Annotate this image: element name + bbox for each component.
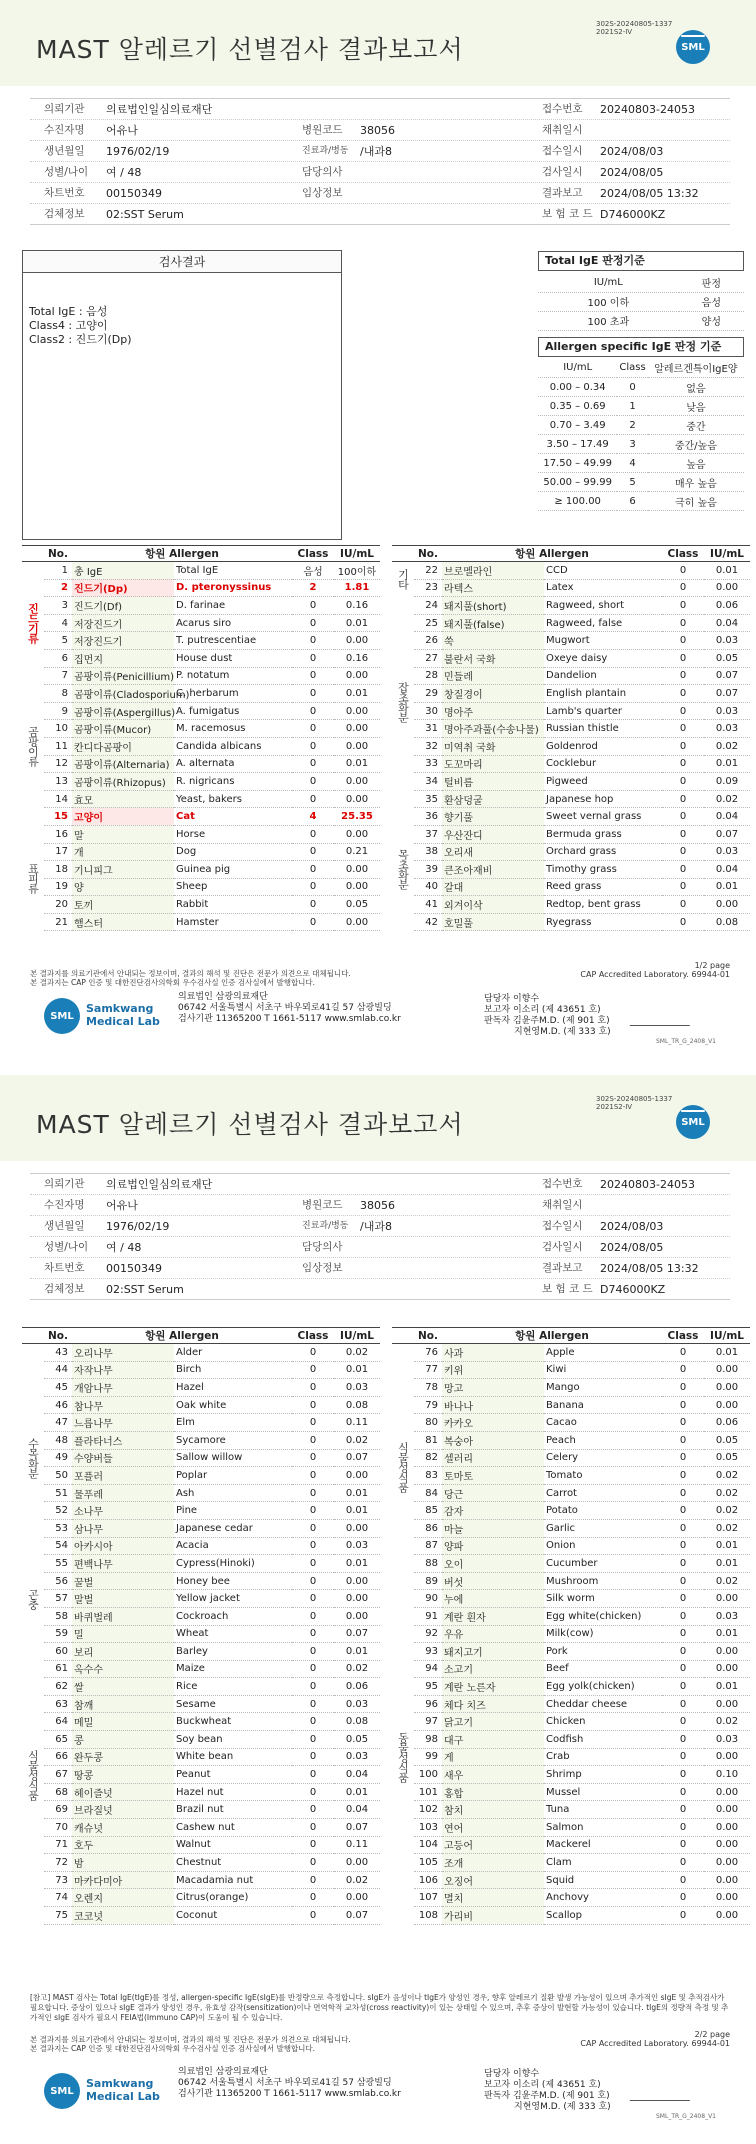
table-row: 82 셀러리 Celery 0 0.05 bbox=[392, 1449, 750, 1467]
table-row: 91 계란 흰자 Egg white(chicken) 0 0.03 bbox=[392, 1607, 750, 1625]
result-line: Class4 : 고양이 bbox=[29, 319, 108, 332]
criteria-row: 50.00 – 99.99 5 매우 높음 bbox=[538, 473, 744, 492]
table-row: 98 대구 Codfish 0 0.03 bbox=[392, 1731, 750, 1749]
table-row: 51 물푸레 Ash 0 0.01 bbox=[22, 1484, 380, 1502]
table-row: 4 저장진드기 Acarus siro 0 0.01 bbox=[22, 614, 380, 632]
sml-footer-logo: SML bbox=[44, 2073, 80, 2109]
table-row: 52 소나무 Pine 0 0.01 bbox=[22, 1502, 380, 1520]
table-row: 94 소고기 Beef 0 0.00 bbox=[392, 1660, 750, 1678]
table-row: 60 보리 Barley 0 0.01 bbox=[22, 1643, 380, 1661]
table-row: 목초화분 36 향기풀 Sweet vernal grass 0 0.04 bbox=[392, 808, 750, 826]
table-row: 기타 22 브로멜라인 CCD 0 0.01 bbox=[392, 562, 750, 580]
table-header: No. 항원 Allergen Class IU/mL bbox=[22, 546, 380, 562]
table-row: 13 곰팡이류(Rhizopus) R. nigricans 0 0.00 bbox=[22, 773, 380, 791]
table-row: 15 고양이 Cat 4 25.35 bbox=[22, 808, 380, 826]
table-row: 20 토끼 Rabbit 0 0.05 bbox=[22, 896, 380, 914]
table-row: 38 오리새 Orchard grass 0 0.03 bbox=[392, 843, 750, 861]
table-row: 80 카카오 Cacao 0 0.06 bbox=[392, 1414, 750, 1432]
table-row: 23 라텍스 Latex 0 0.00 bbox=[392, 579, 750, 597]
criteria-row: 0.70 – 3.49 2 중간 bbox=[538, 416, 744, 435]
table-header: No. 항원 Allergen Class IU/mL bbox=[392, 546, 750, 562]
table-row: 101 홍합 Mussel 0 0.00 bbox=[392, 1783, 750, 1801]
group-label: 잡초화분 bbox=[396, 682, 410, 723]
document-code: 302S-20240805-1337 2021S2-IV bbox=[596, 20, 673, 36]
group-label: 목초화분 bbox=[396, 849, 410, 890]
table-row: 64 메밀 Buckwheat 0 0.08 bbox=[22, 1713, 380, 1731]
table-row: 102 참치 Tuna 0 0.00 bbox=[392, 1801, 750, 1819]
table-row: 21 햄스터 Hamster 0 0.00 bbox=[22, 913, 380, 931]
table-row: 18 기니피그 Guinea pig 0 0.00 bbox=[22, 861, 380, 879]
table-row: 식물성식품 76 사과 Apple 0 0.01 bbox=[392, 1344, 750, 1362]
report-page-1 bbox=[0, 0, 756, 1069]
table-row: 14 효모 Yeast, bakers 0 0.00 bbox=[22, 790, 380, 808]
table-row: 45 개암나무 Hazel 0 0.03 bbox=[22, 1379, 380, 1397]
table-row: 70 캐슈넛 Cashew nut 0 0.07 bbox=[22, 1819, 380, 1837]
table-row: 74 오렌지 Citrus(orange) 0 0.00 bbox=[22, 1889, 380, 1907]
table-row: 61 옥수수 Maize 0 0.02 bbox=[22, 1660, 380, 1678]
table-row: 50 포플러 Poplar 0 0.00 bbox=[22, 1467, 380, 1485]
table-row: 66 완두콩 White bean 0 0.03 bbox=[22, 1748, 380, 1766]
report-header bbox=[0, 1075, 756, 1161]
sml-logo: SML bbox=[676, 1105, 710, 1139]
criteria-row: 0.00 – 0.34 0 없음 bbox=[538, 378, 744, 397]
reference-note: [참고] MAST 검사는 Total IgE(tIgE)를 정성, allergen-specific IgE(sIgE)를 반정량으로 측정합니다. sIgE가 음성이나 tIgE가 양성인 경우, 향후 알레르기 질환 발생 가능성이 있으며 추가적인 sIgE 및 추적검사가 필요합니다. 증상이 있으나 sIgE 결과가 양성인 경우, 유효성 감작(sensitization)이나 면역학적 교차성(cross reactivity)이 있는 상태일 수 있으며, 추후 증상이 발현할 가능성이 있습니다. tIgE의 정량적 측정 및 추가적인 sIgE 검사가 필요시 FEIA법(Immuno CAP)이 도움이 될 수 있습니다. bbox=[30, 1993, 729, 2022]
signatures: 담당자 이향수 보고자 이소리 (제 43651 호) 판독자 김윤주M.D. (제 901 호) 지현영M.D. (제 333 호) bbox=[484, 994, 611, 1038]
page-number: 2/2 page CAP Accredited Laboratory. 69944-01 bbox=[580, 2030, 730, 2048]
table-row: 107 멸치 Anchovy 0 0.00 bbox=[392, 1889, 750, 1907]
result-line: Total IgE : 음성 bbox=[29, 305, 108, 318]
table-row: 25 돼지풀(false) Ragweed, false 0 0.04 bbox=[392, 614, 750, 632]
table-row: 53 삼나무 Japanese cedar 0 0.00 bbox=[22, 1519, 380, 1537]
table-header: No. 항원 Allergen Class IU/mL bbox=[392, 1328, 750, 1344]
table-row: 69 브라질넛 Brazil nut 0 0.04 bbox=[22, 1801, 380, 1819]
table-row: 77 키위 Kiwi 0 0.00 bbox=[392, 1361, 750, 1379]
group-label: 식물성식품 bbox=[26, 1749, 40, 1800]
table-header: No. 항원 Allergen Class IU/mL bbox=[22, 1328, 380, 1344]
table-row: 37 우산잔디 Bermuda grass 0 0.07 bbox=[392, 825, 750, 843]
table-row: 81 복숭아 Peach 0 0.05 bbox=[392, 1431, 750, 1449]
allergen-table-p1-left bbox=[22, 545, 380, 931]
disclaimer: 본 결과지를 의료기관에서 안내되는 정보이며, 결과의 해석 및 진단은 전문가 의견으로 대체됩니다. 본 결과지는 CAP 인증 및 대한진단검사의학회 우수검사실 인증 검사실에서 발행합니다. bbox=[30, 2035, 351, 2053]
table-row: 63 참깨 Sesame 0 0.03 bbox=[22, 1695, 380, 1713]
table-row: 96 체다 치즈 Cheddar cheese 0 0.00 bbox=[392, 1695, 750, 1713]
table-row: 29 창질경이 English plantain 0 0.07 bbox=[392, 685, 750, 703]
table-row: 83 토마토 Tomato 0 0.02 bbox=[392, 1467, 750, 1485]
table-row: 65 콩 Soy bean 0 0.05 bbox=[22, 1731, 380, 1749]
result-line: Class2 : 진드기(Dp) bbox=[29, 333, 132, 346]
table-row: 1 총 IgE Total IgE 음성 100이하 bbox=[22, 562, 380, 580]
table-row: 48 플라타너스 Sycamore 0 0.02 bbox=[22, 1431, 380, 1449]
table-row: 곤충 56 꿀벌 Honey bee 0 0.00 bbox=[22, 1572, 380, 1590]
table-row: 54 아카시아 Acacia 0 0.03 bbox=[22, 1537, 380, 1555]
table-row: 33 도꼬마리 Cocklebur 0 0.01 bbox=[392, 755, 750, 773]
group-label: 수목화분 bbox=[26, 1438, 40, 1479]
table-row: 73 마카다미아 Macadamia nut 0 0.02 bbox=[22, 1871, 380, 1889]
table-row: 89 버섯 Mushroom 0 0.02 bbox=[392, 1572, 750, 1590]
table-row: 동물성식품 90 누에 Silk worm 0 0.00 bbox=[392, 1590, 750, 1608]
sml-logo: SML bbox=[676, 30, 710, 64]
table-row: 17 개 Dog 0 0.21 bbox=[22, 843, 380, 861]
table-row: 6 집먼지 House dust 0 0.16 bbox=[22, 649, 380, 667]
table-row: 84 당근 Carrot 0 0.02 bbox=[392, 1484, 750, 1502]
criteria-row: ≥ 100.00 6 극히 높음 bbox=[538, 492, 744, 511]
table-row: 100 새우 Shrimp 0 0.10 bbox=[392, 1766, 750, 1784]
patient-info: 의뢰기관 의료법인일심의료재단 접수번호 20240803-24053 수진자명 어유나 병원코드 38056 채취일시 생년월일 1976/02/19 진료과/병동 /내과8 접수일시 2024/08/03 성별/나이 여 / 48 담당의사 검사일시 2024/08/05 차트번호 00150349 임상정보 결과보고 2024/08/05 13:32 검체정보 02:SST Serum 보 험 코 드 D746000KZ bbox=[30, 1173, 730, 1300]
table-row: 75 코코넛 Coconut 0 0.07 bbox=[22, 1907, 380, 1925]
group-label: 곰팡이류 bbox=[26, 726, 40, 767]
table-row: 97 닭고기 Chicken 0 0.02 bbox=[392, 1713, 750, 1731]
table-row: 79 바나나 Banana 0 0.00 bbox=[392, 1396, 750, 1414]
table-row: 잡초화분 24 돼지풀(short) Ragweed, short 0 0.06 bbox=[392, 597, 750, 615]
criteria-row: 3.50 – 17.49 3 중간/높음 bbox=[538, 435, 744, 454]
table-row: 44 자작나무 Birch 0 0.01 bbox=[22, 1361, 380, 1379]
table-row: 87 양파 Onion 0 0.01 bbox=[392, 1537, 750, 1555]
result-header: 검사결과 bbox=[23, 251, 341, 273]
table-row: 85 감자 Potato 0 0.02 bbox=[392, 1502, 750, 1520]
specific-ige-criteria-table: IU/mL Class 알레르겐특이IgE양 0.00 – 0.34 0 없음 0.35 – 0.69 1 낮음 0.70 – 3.49 2 중간 3.50 – 17.49 3 중간/높음 17.50 – 49.99 4 높음 50.00 – 99.99 5 매우 높음 ≥ 100.00 6 극히 높음 bbox=[538, 359, 744, 512]
footer: SML Samkwang Medical Lab 의료법인 삼광의료재단 06742 서울특별시 서초구 바우뫼로41길 57 삼광빌딩 검사기관 11365200 T 1661-5117 www.smlab.co.kr 담당자 이향수 보고자 이소리 (제 43651 호) 판독자 김윤주M.D. (제 901 호) 지현영M.D. (제 333 호) SML_TR_G_2408_V1 bbox=[44, 990, 724, 1050]
table-row: 35 환삼덩굴 Japanese hop 0 0.02 bbox=[392, 790, 750, 808]
table-row: 9 곰팡이류(Aspergillus) A. fumigatus 0 0.00 bbox=[22, 702, 380, 720]
group-label: 곤충 bbox=[26, 1588, 40, 1609]
total-ige-criteria-table: IU/mL 판정 100 이하 음성 100 초과 양성 bbox=[538, 273, 744, 331]
table-row: 57 말벌 Yellow jacket 0 0.00 bbox=[22, 1590, 380, 1608]
table-row: 수목화분 43 오리나무 Alder 0 0.02 bbox=[22, 1344, 380, 1362]
table-row: 58 바퀴벌레 Cockroach 0 0.00 bbox=[22, 1607, 380, 1625]
table-row: 28 민들레 Dandelion 0 0.07 bbox=[392, 667, 750, 685]
table-row: 68 헤이즐넛 Hazel nut 0 0.01 bbox=[22, 1783, 380, 1801]
table-row: 104 고등어 Mackerel 0 0.00 bbox=[392, 1836, 750, 1854]
table-row: 72 밤 Chestnut 0 0.00 bbox=[22, 1854, 380, 1872]
table-row: 88 오이 Cucumber 0 0.01 bbox=[392, 1555, 750, 1573]
group-label: 식물성식품 bbox=[396, 1441, 410, 1492]
signature-mark bbox=[630, 2077, 699, 2101]
table-row: 55 편백나무 Cypress(Hinoki) 0 0.01 bbox=[22, 1555, 380, 1573]
test-result-box bbox=[22, 250, 342, 540]
table-row: 12 곰팡이류(Alternaria) A. alternata 0 0.01 bbox=[22, 755, 380, 773]
table-row: 105 조개 Clam 0 0.00 bbox=[392, 1854, 750, 1872]
report-title: MAST 알레르기 선별검사 결과보고서 bbox=[36, 35, 464, 64]
table-row: 31 명아주과풀(수송나물) Russian thistle 0 0.03 bbox=[392, 720, 750, 738]
group-label: 표피류 bbox=[26, 863, 40, 894]
table-row: 106 오징어 Squid 0 0.00 bbox=[392, 1871, 750, 1889]
specific-ige-criteria-title: Allergen specific IgE 판정 기준 bbox=[538, 337, 744, 357]
table-row: 진드기류 2 진드기(Dp) D. pteronyssinus 2 1.81 bbox=[22, 579, 380, 597]
allergen-table-p2-right bbox=[392, 1327, 750, 1925]
group-label: 진드기류 bbox=[26, 603, 40, 644]
allergen-table-p1-right bbox=[392, 545, 750, 931]
page-number: 1/2 page CAP Accredited Laboratory. 69944-01 bbox=[580, 961, 730, 979]
criteria-panel bbox=[538, 251, 744, 511]
table-row: 41 외겨이삭 Redtop, bent grass 0 0.00 bbox=[392, 896, 750, 914]
signatures: 담당자 이향수 보고자 이소리 (제 43651 호) 판독자 김윤주M.D. (제 901 호) 지현영M.D. (제 333 호) bbox=[484, 2069, 611, 2113]
table-row: 92 우유 Milk(cow) 0 0.01 bbox=[392, 1625, 750, 1643]
table-row: 표피류 16 말 Horse 0 0.00 bbox=[22, 825, 380, 843]
criteria-row: 0.35 – 0.69 1 낮음 bbox=[538, 397, 744, 416]
sml-footer-logo: SML bbox=[44, 998, 80, 1034]
table-row: 32 미역취 국화 Goldenrod 0 0.02 bbox=[392, 737, 750, 755]
table-row: 46 참나무 Oak white 0 0.08 bbox=[22, 1396, 380, 1414]
table-row: 99 게 Crab 0 0.00 bbox=[392, 1748, 750, 1766]
table-row: 62 쌀 Rice 0 0.06 bbox=[22, 1678, 380, 1696]
table-row: 30 명아주 Lamb's quarter 0 0.03 bbox=[392, 702, 750, 720]
table-row: 3 진드기(Df) D. farinae 0 0.16 bbox=[22, 597, 380, 615]
table-row: 95 계란 노른자 Egg yolk(chicken) 0 0.01 bbox=[392, 1678, 750, 1696]
signature-mark bbox=[630, 1002, 699, 1026]
table-row: 49 수양버들 Sallow willow 0 0.07 bbox=[22, 1449, 380, 1467]
table-row: 86 마늘 Garlic 0 0.02 bbox=[392, 1519, 750, 1537]
table-row: 26 쑥 Mugwort 0 0.03 bbox=[392, 632, 750, 650]
document-code: 302S-20240805-1337 2021S2-IV bbox=[596, 1095, 673, 1111]
table-row: 39 큰조아재비 Timothy grass 0 0.04 bbox=[392, 861, 750, 879]
table-row: 11 칸디다곰팡이 Candida albicans 0 0.00 bbox=[22, 737, 380, 755]
group-label: 기타 bbox=[396, 569, 410, 590]
table-row: 71 호두 Walnut 0 0.11 bbox=[22, 1836, 380, 1854]
footer: SML Samkwang Medical Lab 의료법인 삼광의료재단 06742 서울특별시 서초구 바우뫼로41길 57 삼광빌딩 검사기관 11365200 T 1661-5117 www.smlab.co.kr 담당자 이향수 보고자 이소리 (제 43651 호) 판독자 김윤주M.D. (제 901 호) 지현영M.D. (제 333 호) SML_TR_G_2408_V1 bbox=[44, 2065, 724, 2125]
table-row: 67 땅콩 Peanut 0 0.04 bbox=[22, 1766, 380, 1784]
table-row: 42 호밀풀 Ryegrass 0 0.08 bbox=[392, 913, 750, 931]
table-row: 곰팡이류 7 곰팡이류(Penicillium) P. notatum 0 0.00 bbox=[22, 667, 380, 685]
criteria-row: 17.50 – 49.99 4 높음 bbox=[538, 454, 744, 473]
table-row: 34 털비름 Pigweed 0 0.09 bbox=[392, 773, 750, 791]
patient-info: 의뢰기관 의료법인일심의료재단 접수번호 20240803-24053 수진자명 어유나 병원코드 38056 채취일시 생년월일 1976/02/19 진료과/병동 /내과8 접수일시 2024/08/03 성별/나이 여 / 48 담당의사 검사일시 2024/08/05 차트번호 00150349 임상정보 결과보고 2024/08/05 13:32 검체정보 02:SST Serum 보 험 코 드 D746000KZ bbox=[30, 98, 730, 225]
table-row: 93 돼지고기 Pork 0 0.00 bbox=[392, 1643, 750, 1661]
table-row: 19 양 Sheep 0 0.00 bbox=[22, 878, 380, 896]
table-row: 47 느릅나무 Elm 0 0.11 bbox=[22, 1414, 380, 1432]
table-row: 5 저장진드기 T. putrescentiae 0 0.00 bbox=[22, 632, 380, 650]
table-row: 10 곰팡이류(Mucor) M. racemosus 0 0.00 bbox=[22, 720, 380, 738]
table-row: 103 연어 Salmon 0 0.00 bbox=[392, 1819, 750, 1837]
allergen-table-p2-left bbox=[22, 1327, 380, 1925]
report-page-2 bbox=[0, 1075, 756, 2144]
report-title: MAST 알레르기 선별검사 결과보고서 bbox=[36, 1110, 464, 1139]
table-row: 40 갈대 Reed grass 0 0.01 bbox=[392, 878, 750, 896]
table-row: 78 망고 Mango 0 0.00 bbox=[392, 1379, 750, 1397]
group-label: 동물성식품 bbox=[396, 1731, 410, 1782]
table-row: 108 가리비 Scallop 0 0.00 bbox=[392, 1907, 750, 1925]
disclaimer: 본 결과지를 의료기관에서 안내되는 정보이며, 결과의 해석 및 진단은 전문가 의견으로 대체됩니다. 본 결과지는 CAP 인증 및 대한진단검사의학회 우수검사실 인증 검사실에서 발행합니다. bbox=[30, 969, 351, 987]
total-ige-criteria-title: Total IgE 판정기준 bbox=[538, 251, 744, 271]
report-header bbox=[0, 0, 756, 86]
table-row: 8 곰팡이류(Cladosporium) C. herbarum 0 0.01 bbox=[22, 685, 380, 703]
table-row: 식물성식품 59 밀 Wheat 0 0.07 bbox=[22, 1625, 380, 1643]
group-label bbox=[22, 562, 44, 580]
table-row: 27 불란서 국화 Oxeye daisy 0 0.05 bbox=[392, 649, 750, 667]
